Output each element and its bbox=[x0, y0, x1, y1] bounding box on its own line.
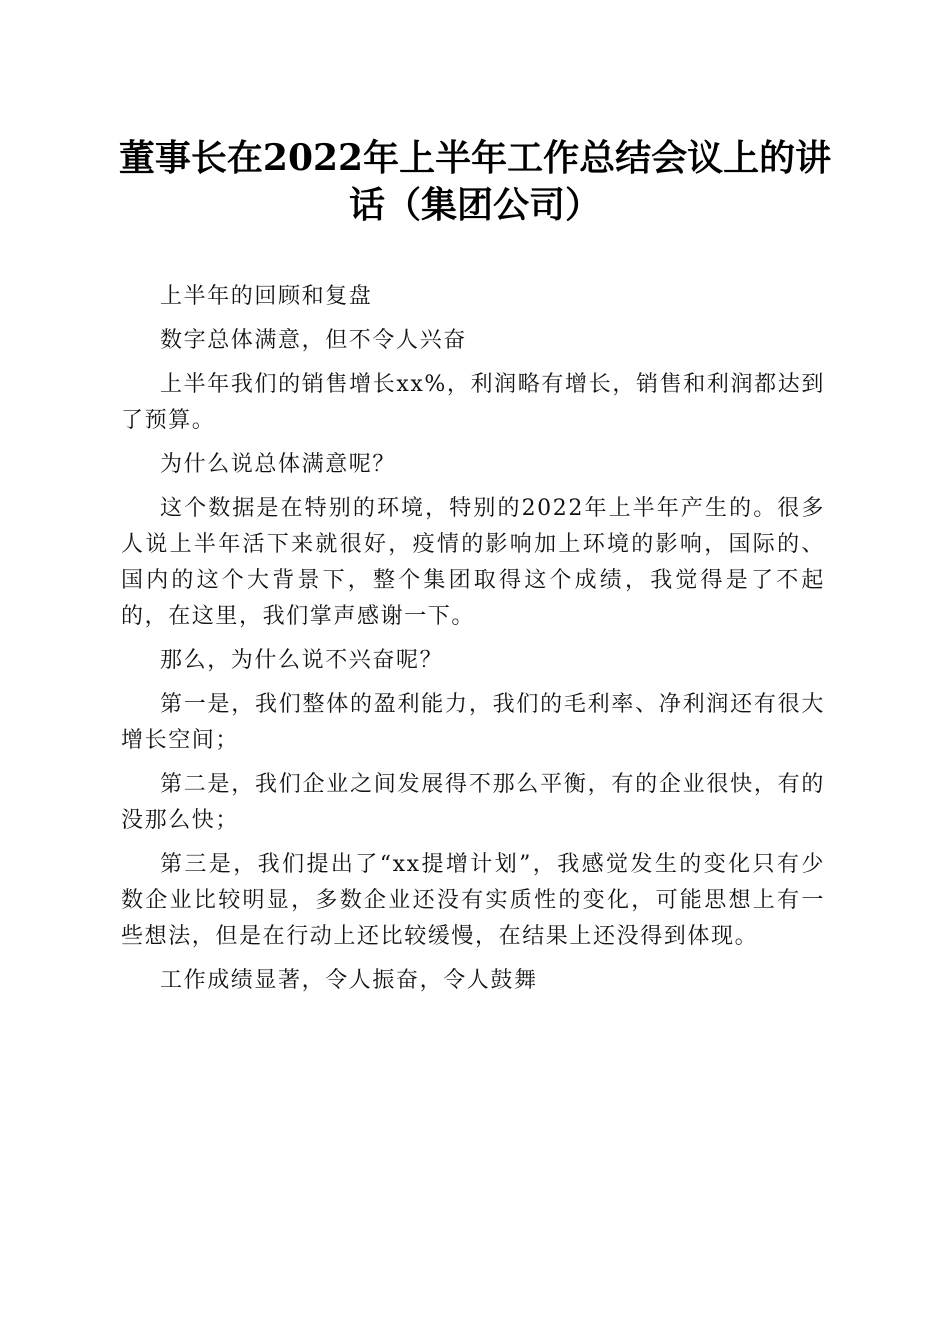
sub-heading-achievements: 工作成绩显著，令人振奋，令人鼓舞 bbox=[160, 968, 538, 993]
document-title: 董事长在2022年上半年工作总结会议上的讲话（集团公司） bbox=[118, 137, 832, 226]
paragraph-why-not-excited: 那么，为什么说不兴奋呢？ bbox=[160, 648, 444, 673]
section-heading-review: 上半年的回顾和复盘 bbox=[160, 284, 373, 309]
sub-heading-satisfied: 数字总体满意，但不令人兴奋 bbox=[160, 328, 467, 353]
paragraph-why-satisfied: 为什么说总体满意呢？ bbox=[160, 452, 397, 477]
paragraph-point-three: 第三是，我们提出了“xx提增计划”，我感觉发生的变化只有少数企业比较明显，多数企业还没有实质性的变化，可能思想上有一些想法，但是在行动上还比较缓慢，在结果上还没得到体现。 bbox=[121, 852, 825, 949]
paragraph-point-one: 第一是，我们整体的盈利能力，我们的毛利率、净利润还有很大增长空间； bbox=[121, 692, 825, 753]
paragraph-sales-growth: 上半年我们的销售增长xx%，利润略有增长，销售和利润都达到了预算。 bbox=[121, 372, 825, 433]
paragraph-point-two: 第二是，我们企业之间发展得不那么平衡，有的企业很快，有的没那么快； bbox=[121, 772, 825, 833]
document-body bbox=[121, 279, 825, 1007]
paragraph-environment: 这个数据是在特别的环境，特别的2022年上半年产生的。很多人说上半年活下来就很好，疫情的影响加上环境的影响，国际的、国内的这个大背景下，整个集团取得这个成绩，我觉得是了不起的，在这里，我们掌声感谢一下。 bbox=[121, 496, 825, 629]
